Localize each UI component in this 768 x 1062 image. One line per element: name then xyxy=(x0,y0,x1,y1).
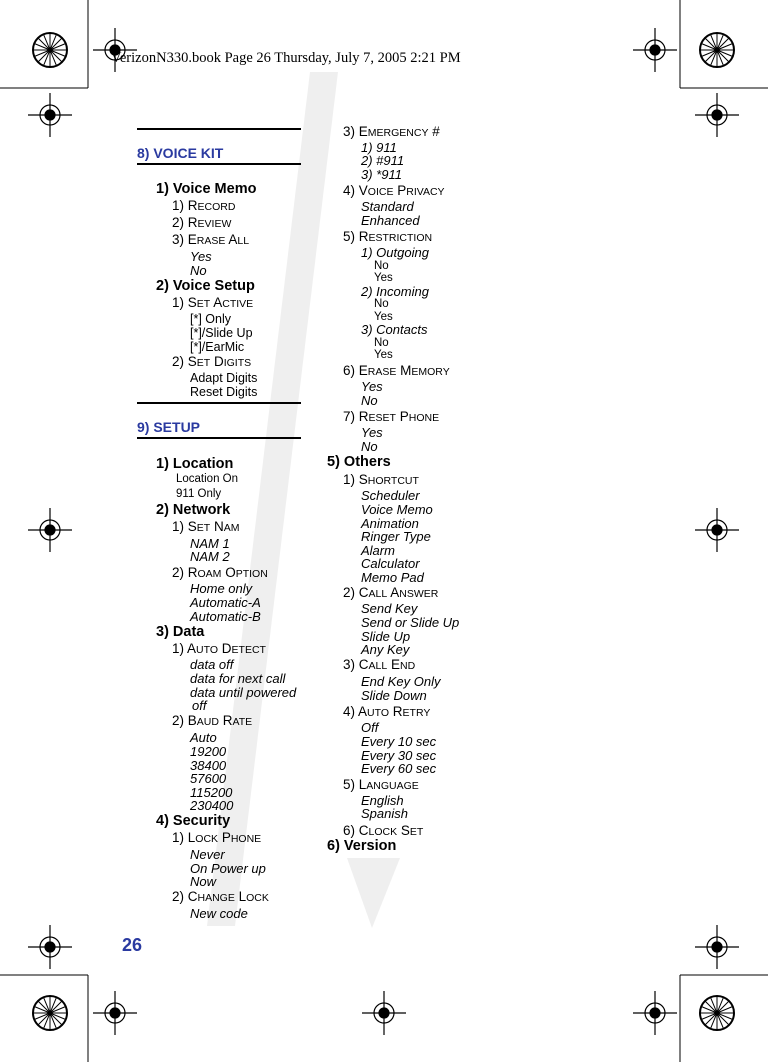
right-menu-entry: Every 30 sec xyxy=(361,748,437,763)
right-menu-entry: 5) LANGUAGE xyxy=(343,777,419,792)
starburst-icon xyxy=(33,33,67,67)
right-menu-entry: Yes xyxy=(374,311,393,323)
left-menu-entry: 4) Security xyxy=(156,813,231,829)
left-menu-entry: data until powered xyxy=(190,685,297,700)
left-menu-entry: 1) AUTO DETECT xyxy=(172,641,266,656)
right-menu-entry: No xyxy=(361,393,378,408)
right-menu-entry: Yes xyxy=(361,425,383,440)
left-menu-entry: 19200 xyxy=(190,744,227,759)
section-rule xyxy=(137,402,301,404)
right-menu-entry: Send Key xyxy=(361,601,418,616)
left-menu-entry: 2) CHANGE LOCK xyxy=(172,889,269,904)
left-menu-entry: 38400 xyxy=(190,758,227,773)
crosshair-icon xyxy=(28,925,72,969)
print-header: VerizonN330.book Page 26 Thursday, July 7, 2005 2:21 PM xyxy=(111,50,461,66)
left-menu-entry: [*] Only xyxy=(190,312,231,326)
left-menu-entry: Automatic-A xyxy=(190,595,261,610)
left-menu-entry: No xyxy=(190,263,207,278)
right-menu-entry: Spanish xyxy=(361,806,408,821)
left-menu-entry: 2) REVIEW xyxy=(172,215,232,230)
right-menu-entry: Calculator xyxy=(361,556,420,571)
right-menu-entry: No xyxy=(374,260,389,272)
left-menu-entry: Automatic-B xyxy=(190,609,261,624)
right-menu-entry: No xyxy=(361,439,378,454)
right-menu-entry: Any Key xyxy=(361,642,410,657)
left-menu-entry: 2) Voice Setup xyxy=(156,278,255,294)
right-menu-entry: Every 60 sec xyxy=(361,761,437,776)
left-menu-entry: Now xyxy=(190,874,217,889)
left-menu-entry: 1) LOCK PHONE xyxy=(172,830,262,845)
section-rule xyxy=(137,437,301,439)
right-menu-entry: Slide Down xyxy=(361,688,427,703)
right-menu-entry: 6) Version xyxy=(327,838,397,854)
left-menu-entry: [*]/EarMic xyxy=(190,340,245,354)
right-menu-entry: 1) Outgoing xyxy=(361,245,429,260)
right-menu-entry: Ringer Type xyxy=(361,529,431,544)
left-menu-entry: Never xyxy=(190,847,225,862)
right-menu-entry: 1) SHORTCUT xyxy=(343,472,419,487)
left-menu-entry: 3) ERASE ALL xyxy=(172,232,250,247)
left-menu-entry: Home only xyxy=(190,581,253,596)
left-menu-entry: 57600 xyxy=(190,771,227,786)
left-menu-entry: 1) Voice Memo xyxy=(156,181,257,197)
right-menu-entry: 1) 911 xyxy=(361,140,397,155)
right-menu-entry: Yes xyxy=(374,349,393,361)
left-menu-entry: 1) SET ACTIVE xyxy=(172,295,254,310)
crosshair-icon xyxy=(695,93,739,137)
starburst-icon xyxy=(700,33,734,67)
right-menu-entry: 3) Contacts xyxy=(361,322,428,337)
left-menu-entry: Location On xyxy=(176,473,239,485)
left-menu-entry: NAM 1 xyxy=(190,536,230,551)
right-menu-entry: 5) Others xyxy=(327,454,391,470)
left-menu-entry: off xyxy=(192,698,207,713)
right-menu-entry: Memo Pad xyxy=(361,570,424,585)
crosshair-icon xyxy=(633,991,677,1035)
right-menu-entry: 3) *911 xyxy=(361,167,402,182)
right-menu-entry: 4) VOICE PRIVACY xyxy=(343,183,445,198)
right-menu-entry: Alarm xyxy=(361,543,395,558)
right-menu-entry: 6) ERASE MEMORY xyxy=(343,363,450,378)
left-menu-entry: 2) ROAM OPTION xyxy=(172,565,268,580)
right-menu-entry: Animation xyxy=(361,516,419,531)
starburst-icon xyxy=(33,996,67,1030)
page-number: 26 xyxy=(122,935,143,955)
left-menu-entry: 2) Network xyxy=(156,502,231,518)
right-menu-entry: Send or Slide Up xyxy=(361,615,460,630)
left-menu-entry: 3) Data xyxy=(156,624,205,640)
left-menu-entry: 2) BAUD RATE xyxy=(172,713,253,728)
left-menu-entry: NAM 2 xyxy=(190,549,230,564)
left-menu-entry: New code xyxy=(190,906,248,921)
right-menu-entry: 2) #911 xyxy=(361,153,405,168)
right-menu-entry: English xyxy=(361,793,404,808)
right-menu-entry: No xyxy=(374,337,389,349)
right-menu-entry: Enhanced xyxy=(361,213,420,228)
right-menu-entry: 4) AUTO RETRY xyxy=(343,704,431,719)
left-menu-entry: Adapt Digits xyxy=(190,371,258,385)
left-menu-entry: On Power up xyxy=(190,861,266,876)
left-menu-entry: Reset Digits xyxy=(190,385,258,399)
right-menu-entry: 2) Incoming xyxy=(361,284,429,299)
right-menu-entry: Every 10 sec xyxy=(361,734,437,749)
left-menu-entry: 1) SET NAM xyxy=(172,519,240,534)
right-menu-entry: Scheduler xyxy=(361,488,420,503)
right-menu-entry: 3) EMERGENCY # xyxy=(343,124,440,139)
left-menu-entry: data for next call xyxy=(190,671,286,686)
left-menu-entry: [*]/Slide Up xyxy=(190,326,253,340)
left-menu-entry: 2) SET DIGITS xyxy=(172,354,252,369)
right-menu-entry: Voice Memo xyxy=(361,502,433,517)
left-menu-entry: data off xyxy=(190,657,234,672)
left-menu-entry: 1) RECORD xyxy=(172,198,236,213)
section-rule xyxy=(137,128,301,130)
left-menu-entry: Yes xyxy=(190,249,212,264)
right-menu-entry: Standard xyxy=(361,199,414,214)
left-menu-entry: Auto xyxy=(190,730,217,745)
right-menu-entry: 3) CALL END xyxy=(343,657,416,672)
right-menu-entry: 7) RESET PHONE xyxy=(343,409,440,424)
right-menu-entry: No xyxy=(374,298,389,310)
left-menu-entry: 1) Location xyxy=(156,456,234,472)
right-menu-entry: Off xyxy=(361,720,379,735)
crosshair-icon xyxy=(633,28,677,72)
crosshair-icon xyxy=(93,991,137,1035)
right-menu-entry: 6) CLOCK SET xyxy=(343,823,424,838)
crosshair-icon xyxy=(362,991,406,1035)
left-menu-entry: 230400 xyxy=(190,798,234,813)
right-menu-entry: End Key Only xyxy=(361,674,441,689)
section-title-voice-kit: 8) VOICE KIT xyxy=(137,145,224,161)
right-menu-entry: Yes xyxy=(374,272,393,284)
right-menu-entry: Yes xyxy=(361,379,383,394)
crosshair-icon xyxy=(695,925,739,969)
section-rule xyxy=(137,163,301,165)
crosshair-icon xyxy=(28,508,72,552)
crosshair-icon xyxy=(28,93,72,137)
section-title-setup: 9) SETUP xyxy=(137,419,201,435)
right-menu-entry: Slide Up xyxy=(361,629,411,644)
left-menu-entry: 911 Only xyxy=(176,488,222,500)
right-menu-entry: 2) CALL ANSWER xyxy=(343,585,439,600)
left-menu-entry: 115200 xyxy=(190,785,233,800)
right-menu-entry: 5) RESTRICTION xyxy=(343,229,433,244)
crosshair-icon xyxy=(695,508,739,552)
starburst-icon xyxy=(700,996,734,1030)
